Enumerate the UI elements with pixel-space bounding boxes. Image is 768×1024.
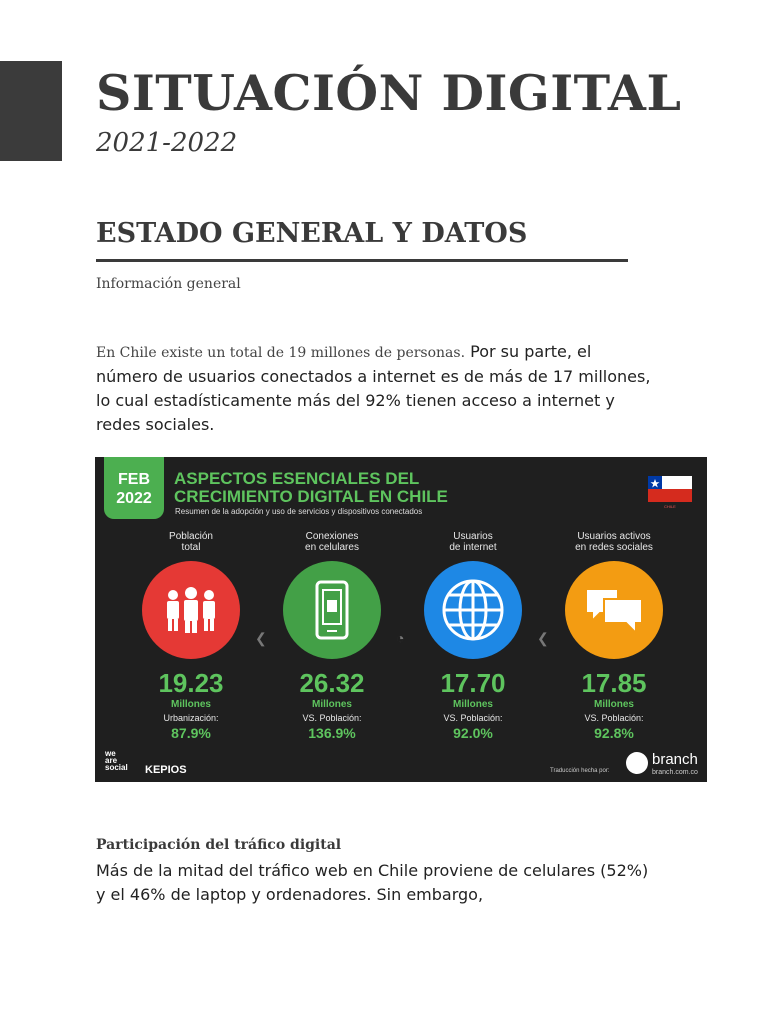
- flag-caption: CHILE: [664, 504, 676, 509]
- page-subtitle: 2021-2022: [96, 128, 238, 158]
- stat-compare-label: Urbanización:: [163, 713, 219, 723]
- people-icon: [142, 561, 240, 659]
- stat-compare-label: VS. Población:: [443, 713, 503, 723]
- stat-percent: 136.9%: [308, 725, 356, 741]
- side-decoration-block: [0, 61, 62, 161]
- translation-note: Traducción hecha por:: [550, 768, 610, 774]
- globe-icon: [424, 561, 522, 659]
- infographic-title-line2: CRECIMIENTO DIGITAL EN CHILE: [174, 487, 448, 506]
- section-divider: [96, 259, 628, 262]
- stat-compare-label: VS. Población:: [584, 713, 644, 723]
- infographic-title: [174, 470, 448, 506]
- mobile-phone-icon: [283, 561, 381, 659]
- stat-percent: 92.0%: [453, 725, 493, 741]
- stat-value: 19.23: [158, 668, 224, 698]
- stat-unit: Millones: [170, 699, 211, 710]
- traffic-heading: Participación del tráfico digital: [96, 837, 342, 853]
- intro-paragraph: [96, 340, 656, 437]
- infographic: [95, 457, 707, 782]
- stat-mobile-connections: [267, 531, 397, 741]
- stat-internet-users: [408, 531, 538, 741]
- we-are-social-logo: we are social: [105, 749, 128, 772]
- branch-logo-icon: [626, 752, 648, 774]
- kepios-mini-icon: ❮: [537, 630, 549, 646]
- kepios-logo: KEPIOS: [145, 764, 187, 776]
- stat-value: 17.85: [581, 668, 647, 698]
- infographic-title-line1: ASPECTOS ESENCIALES DEL: [174, 469, 420, 488]
- stat-social-media-users: [549, 531, 679, 741]
- stat-unit: Millones: [452, 699, 493, 710]
- branch-name: branch: [652, 751, 698, 768]
- stat-percent: 87.9%: [171, 725, 211, 741]
- traffic-paragraph: Más de la mitad del tráfico web en Chile proviene de celulares (52%) y el 46% de laptop y ordenadores. Sin embargo,: [96, 861, 649, 904]
- stat-label: Conexiones en celulares: [305, 531, 359, 553]
- infographic-subtitle: Resumen de la adopción y uso de servicios y dispositivos conectados: [175, 507, 423, 516]
- stat-unit: Millones: [311, 699, 352, 710]
- datareportal-mini-icon: ◔: [396, 630, 405, 646]
- stat-value: 17.70: [440, 668, 506, 698]
- date-badge-month: FEB: [118, 471, 150, 488]
- chat-bubbles-icon: [565, 561, 663, 659]
- stat-label: Usuarios activos en redes sociales: [575, 531, 653, 553]
- date-badge-year: 2022: [116, 490, 152, 507]
- stat-label: Usuarios de internet: [449, 531, 497, 553]
- kepios-mini-icon: ❮: [255, 630, 267, 646]
- stat-label: Población total: [169, 531, 213, 553]
- section-label: Información general: [96, 276, 241, 292]
- branch-url: branch.com.co: [652, 769, 698, 776]
- stat-population: [126, 531, 256, 741]
- section-heading: ESTADO GENERAL Y DATOS: [96, 218, 528, 249]
- stat-percent: 92.8%: [594, 725, 634, 741]
- intro-paragraph-sans: Por su parte, el número de usuarios conectados a internet es de más de 17 millones, lo cual estadísticamente más del 92% tienen acceso a internet y redes sociales.: [96, 342, 651, 434]
- chile-flag-icon: [648, 476, 692, 502]
- stat-value: 26.32: [299, 668, 365, 698]
- intro-paragraph-serif: En Chile existe un total de 19 millones de personas.: [96, 345, 466, 361]
- page-title: SITUACIÓN DIGITAL: [96, 64, 682, 122]
- stat-unit: Millones: [593, 699, 634, 710]
- stat-compare-label: VS. Población:: [302, 713, 362, 723]
- date-badge: [104, 457, 164, 519]
